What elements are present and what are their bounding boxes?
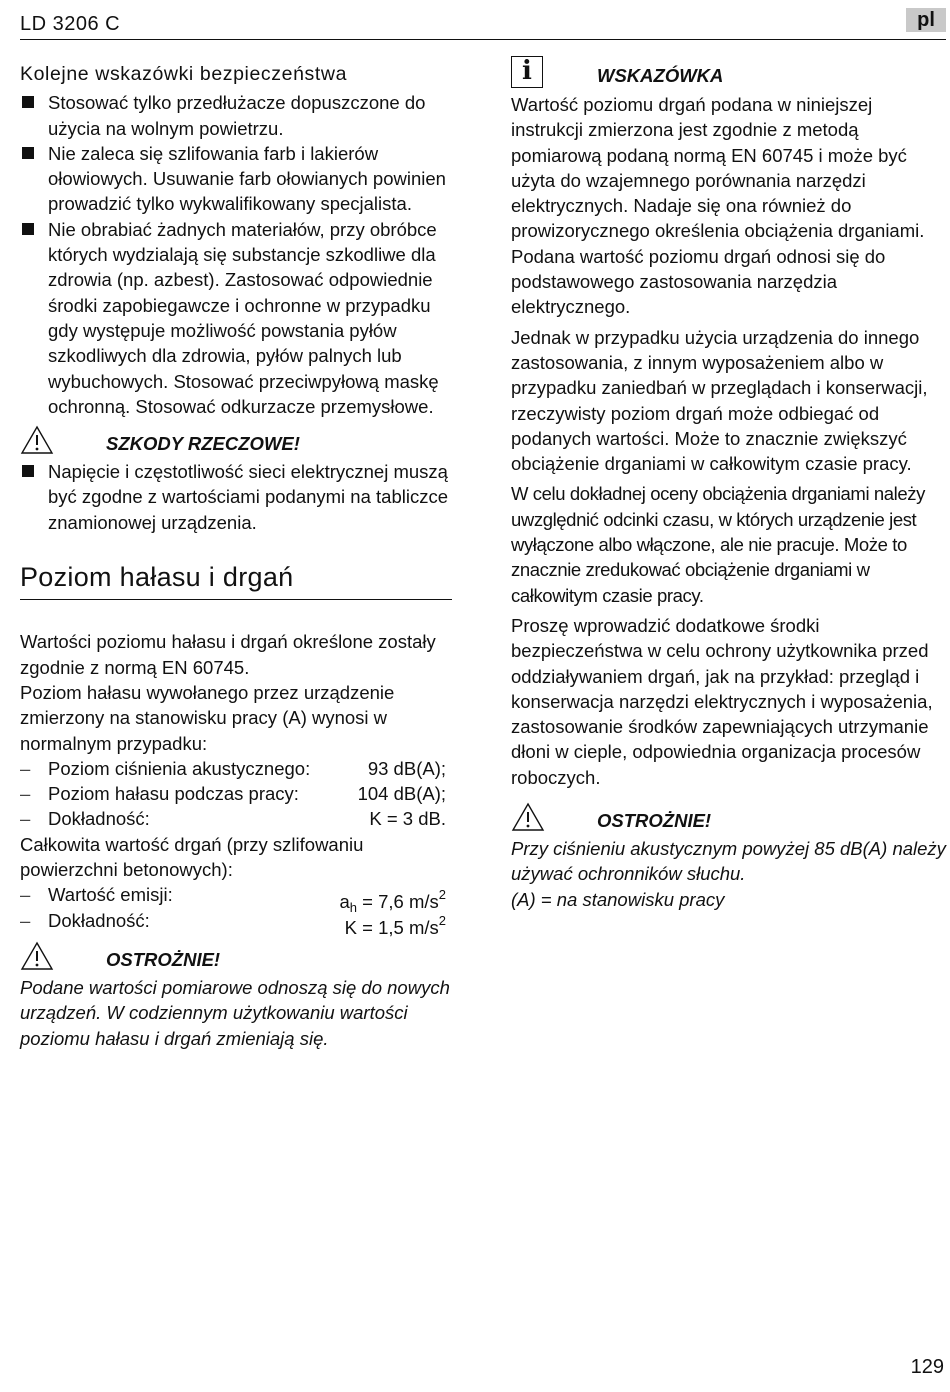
bullet-item: Nie zaleca się szlifowania farb i lakierów ołowiowych. Usuwanie farb ołowianych powinien prowadzić tylko wykwalifikowany specjalista. [20,141,452,217]
bullet-item: Nie obrabiać żadnych materiałów, przy obróbce których wydzialają się substancje szkodliwe dla zdrowia (np. azbest). Zastosować odpowiednie środki zapobiegawcze i ochronne w przypadku gdy występuje możliwość powstania pyłów szkodliwych dla zdrowia, pyłów palnych lub wybuchowych. Stosować przeciwpyłową maskę ochronną. Stosować odkurzacze przemysłowe. [20,217,452,419]
noise-item-value: 93 dB(A); [367,757,446,779]
noise-item [20,756,452,781]
caution-title: OSTROŻNIE! [106,948,221,970]
caution-right [511,802,947,836]
caution-text: Przy ciśnieniu akustycznym powyżej 85 dB(A) należy używać ochronników słuchu. [511,838,946,885]
damage-warning-title: SZKODY RZECZOWE! [106,433,300,455]
warning-icon [20,941,54,971]
note-paragraph: W celu dokładnej oceny obciążenia drganiami należy uwzględnić odcinki czasu, w których urządzenie jest wyłączone albo włączone, ale nie pracuje. Może to znacznie zredukować obciążenie drganiami w całkowitym czasie pracy. [511,483,925,606]
vibration-item-value: K = 1,5 $m/s^2$ [344,912,446,938]
page-number: 129 [910,1356,944,1378]
caution-title: OSTROŻNIE! [597,810,712,832]
bullet-item: Stosować tylko przedłużacze dopuszczone do użycia na wolnym powietrzu. [20,90,452,141]
noise-intro: Wartości poziomu hałasu i drgań określone zostały zgodnie z normą EN 60745. [20,631,436,678]
noise-item [20,781,452,806]
vibration-intro: Całkowita wartość drgań (przy szlifowaniu powierzchni betonowych): [20,833,364,881]
vibration-item-value: $a_h = 7,6$ $m/s^2$ [339,887,446,916]
note-paragraph: Wartość poziomu drgań podana w niniejszej instrukcji zmierzona jest zgodnie z metodą pomiarową podaną normą EN 60745 i może być użyta do wzajemnego porównania narzędzi elektrycznych. Nadaje się ona również do prowizorycznego określenia obciążenia drganiami. Podana wartość poziomu drgań odnosi się do podstawowego zastosowania narzędzia elektrycznego. [511,94,925,318]
vibration-item-label: Dokładność: [48,909,150,931]
model-name: LD 3206 C [20,13,121,35]
noise-item-label: Poziom ciśnienia akustycznego: [48,757,311,779]
noise-item-value: 104 dB(A); [357,783,446,805]
language-badge: pl [906,8,946,32]
left-column [20,62,452,1051]
bullet-item: Napięcie i częstotliwość sieci elektrycznej muszą być zgodne z wartościami podanymi na tabliczce znamionowej urządzenia. [20,459,452,535]
caution-left [20,941,452,975]
vibration-item [20,882,452,916]
caution-text: (A) = na stanowisku pracy [511,888,725,910]
noise-measured: Poziom hałasu wywołanego przez urządzenie zmierzony na stanowisku pracy (A) wynosi w normalnym przypadku: [20,681,395,754]
damage-warning [20,425,452,459]
page-header [20,10,946,40]
note-header [511,56,947,92]
warning-icon [511,802,545,832]
vibration-item-label: Wartość emisji: [48,884,173,906]
noise-heading: Poziom hałasu i drgań [20,565,452,600]
noise-item [20,806,452,831]
right-column [511,56,947,912]
noise-item-value: K = 3 dB. [369,808,446,830]
note-title: WSKAZÓWKA [597,65,724,86]
note-paragraph: Proszę wprowadzić dodatkowe środki bezpieczeństwa w celu ochrony użytkownika przed oddziaływaniem drgań, jak na przykład: przegląd i konserwacja narzędzi elektrycznych i wyposażenia, zastosowanie środków zapewniających utrzymanie dłoni w cieple, odpowiednia organizacja procesów roboczych. [511,614,933,788]
caution-text: Podane wartości pomiarowe odnoszą się do nowych urządzeń. W codziennym użytkowaniu wartości poziomu hałasu i drgań zmieniają się. [20,976,450,1049]
note-paragraph: Jednak w przypadku użycia urządzenia do innego zastosowania, z innym wyposażeniem albo w przypadku zaniedbań w przeglądach i konserwacji, rzeczywisty poziom drgań może odbiegać od podanych wartości. Może to znacznie zwiększyć obciążenie drganiami w całkowitym czasie pracy. [511,326,928,475]
noise-item-label: Dokładność: [48,808,150,830]
warning-icon [20,425,54,455]
safety-heading: Kolejne wskazówki bezpieczeństwa [20,63,348,85]
vibration-item [20,908,452,938]
info-icon: i [511,56,543,88]
noise-item-label: Poziom hałasu podczas pracy: [48,783,299,805]
